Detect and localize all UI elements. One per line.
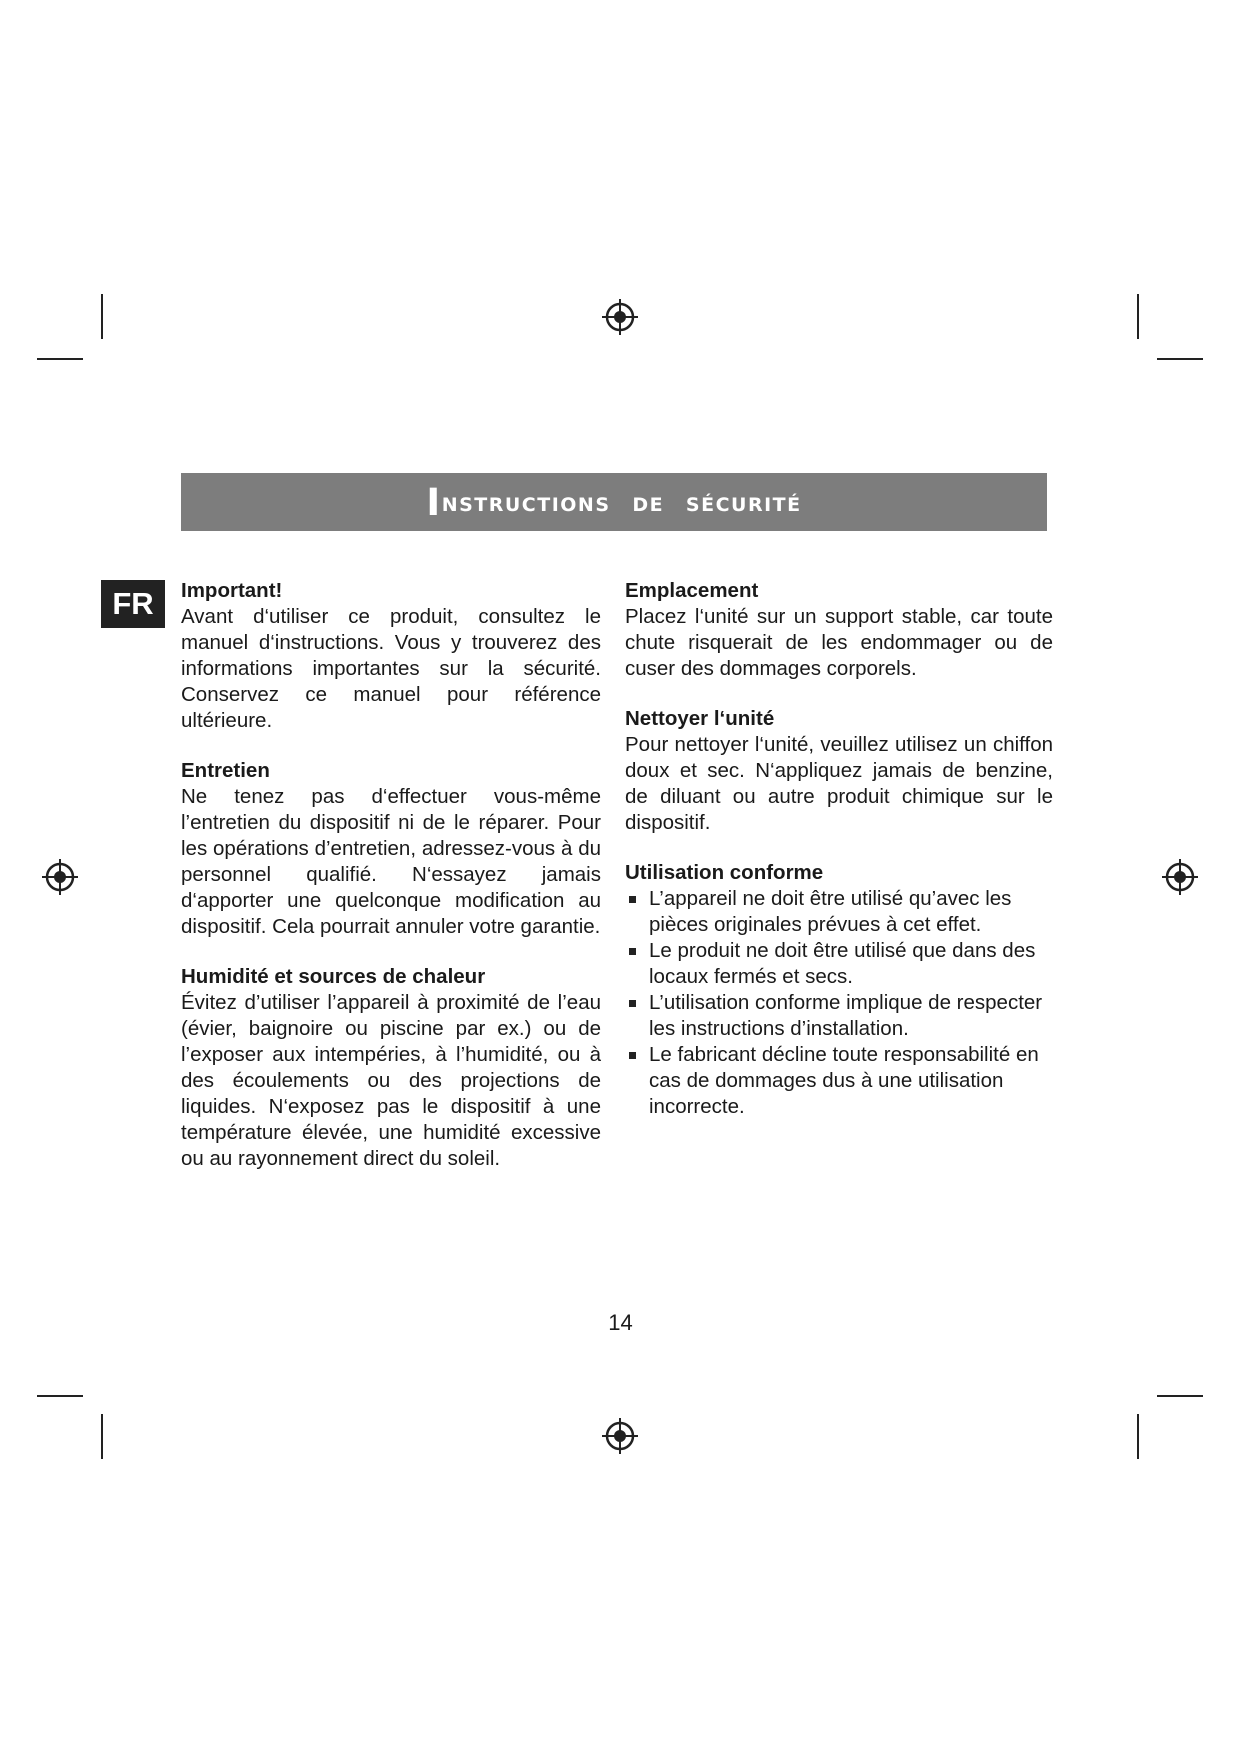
crop-mark — [37, 1395, 83, 1397]
right-column — [625, 578, 1053, 1144]
list-item: Le produit ne doit être utilisé que dans des locaux fermés et secs. — [625, 938, 1053, 990]
section-body: Avant d‘utiliser ce produit, consultez le manuel d‘instructions. Vous y trouverez des informations importantes sur la sécurité. Conservez ce manuel pour référence ultérieure. — [181, 605, 601, 732]
crop-mark — [37, 358, 83, 360]
section-humidite — [181, 964, 601, 1172]
registration-mark-icon — [40, 857, 80, 897]
section-utilisation — [625, 860, 1053, 1120]
crop-mark — [1157, 358, 1203, 360]
crop-mark — [1157, 1395, 1203, 1397]
registration-mark-icon — [1160, 857, 1200, 897]
section-body: Ne tenez pas d‘effectuer vous-même l’entretien du dispositif ni de le réparer. Pour les opérations d’entretien, adressez-vous à du personnel qualifié. N‘essayez jamais d‘apporter une quelconque modification au dispositif. Cela pourrait annuler votre garantie. — [181, 785, 601, 938]
section-body: Pour nettoyer l‘unité, veuillez utilisez un chiffon doux et sec. N‘appliquez jamais de benzine, de diluant ou autre produit chimique sur le dispositif. — [625, 733, 1053, 834]
crop-mark — [101, 1414, 103, 1459]
registration-mark-icon — [600, 297, 640, 337]
section-body: Placez l‘unité sur un support stable, car toute chute risquerait de les endommager ou de cuser des dommages corporels. — [625, 605, 1053, 680]
section-body: Évitez d’utiliser l’appareil à proximité de l’eau (évier, baignoire ou piscine par ex.) ou de l’exposer aux intempéries, à l’humidité, ou à des écoulements ou des projections de liquides. N‘exposez pas le dispositif à une température élevée, une humidité excessive ou au rayonnement direct du soleil. — [181, 991, 601, 1170]
list-item: L’appareil ne doit être utilisé qu’avec les pièces originales prévues à cet effet. — [625, 886, 1053, 938]
section-important — [181, 578, 601, 734]
page-number: 14 — [608, 1310, 633, 1335]
registration-mark-icon — [600, 1416, 640, 1456]
section-heading: Nettoyer l‘unité — [625, 707, 775, 730]
list-item: Le fabricant décline toute responsabilité en cas de dommages dus à une utilisation incorrecte. — [625, 1042, 1053, 1120]
section-entretien — [181, 758, 601, 940]
crop-mark — [101, 294, 103, 339]
crop-mark — [1137, 294, 1139, 339]
section-heading: Important! — [181, 579, 283, 602]
page-title: I nstructions de sécurité — [181, 473, 1047, 531]
section-heading: Entretien — [181, 759, 270, 782]
crop-mark — [1137, 1414, 1139, 1459]
language-tab: FR — [101, 580, 165, 628]
section-nettoyer — [625, 706, 1053, 836]
section-heading: Utilisation conforme — [625, 861, 824, 884]
bullet-list — [625, 886, 1053, 1120]
section-heading: Emplacement — [625, 579, 759, 602]
section-emplacement — [625, 578, 1053, 682]
section-heading: Humidité et sources de chaleur — [181, 965, 486, 988]
left-column — [181, 578, 601, 1196]
list-item: L’utilisation conforme implique de respecter les instructions d’installation. — [625, 990, 1053, 1042]
